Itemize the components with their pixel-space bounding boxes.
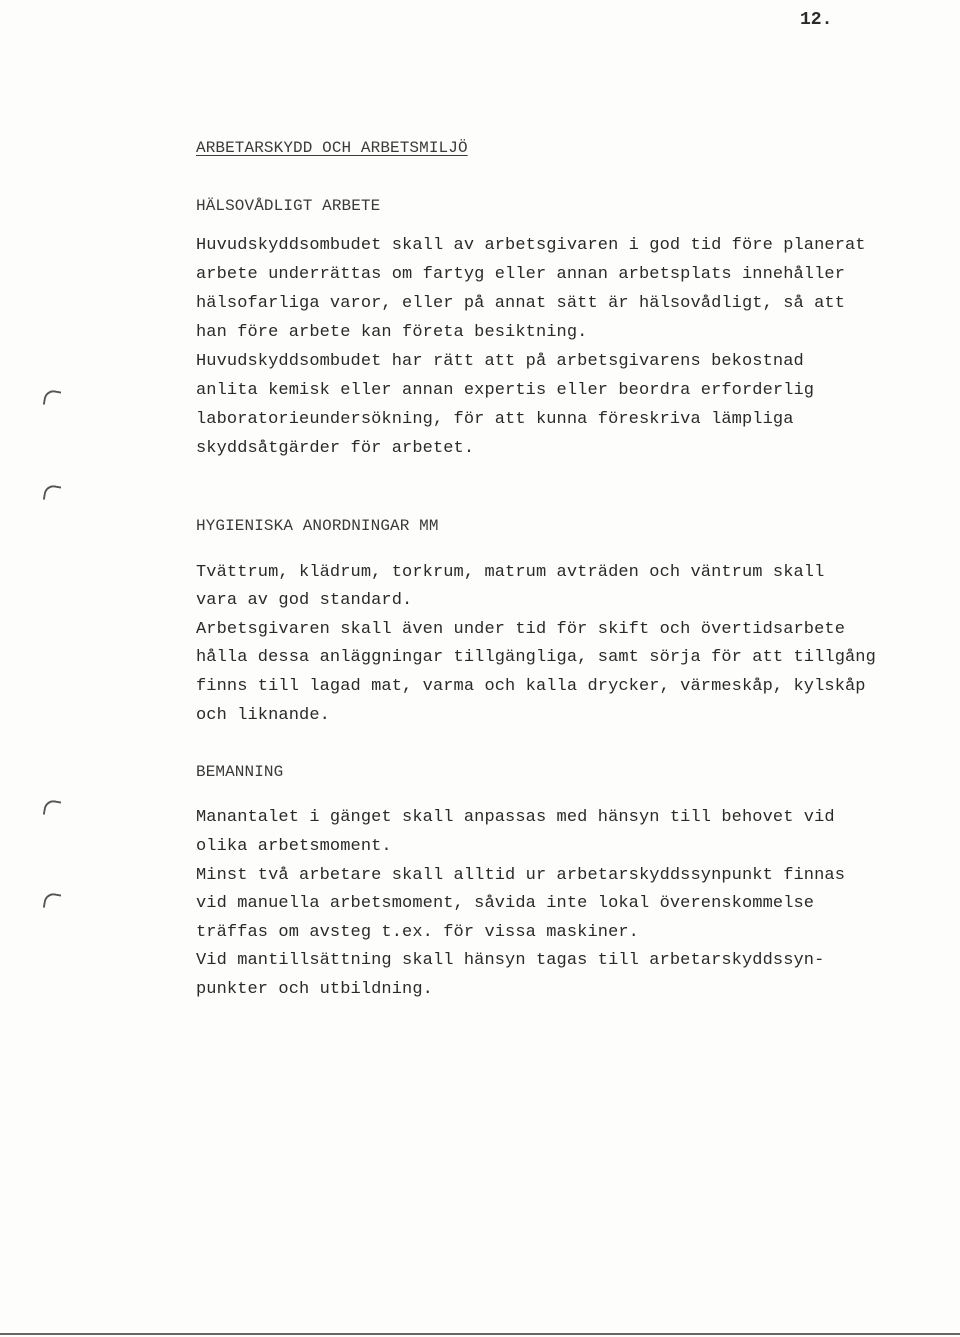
paragraph-line: laboratorieundersökning, för att kunna föreskriva lämpliga	[196, 410, 794, 429]
paragraph-line: skyddsåtgärder för arbetet.	[196, 439, 475, 458]
punch-hole-mark	[43, 484, 62, 503]
paragraph-line: olika arbetsmoment.	[196, 837, 392, 856]
section-heading: BEMANNING	[196, 763, 284, 781]
paragraph-line: Tvättrum, klädrum, torkrum, matrum avträden och väntrum skall	[196, 563, 825, 582]
paragraph-line: anlita kemisk eller annan expertis eller beordra erforderlig	[196, 381, 815, 400]
paragraph-line: hålla dessa anläggningar tillgängliga, samt sörja för att tillgång	[196, 648, 876, 667]
paragraph-line: Arbetsgivaren skall även under tid för skift och övertidsarbete	[196, 620, 846, 639]
page-edge	[0, 1333, 960, 1335]
paragraph-line: hälsofarliga varor, eller på annat sätt är hälsovådligt, så att	[196, 294, 846, 313]
paragraph-line: vara av god standard.	[196, 591, 413, 610]
punch-hole-mark	[43, 892, 62, 911]
paragraph-line: och liknande.	[196, 706, 330, 725]
punch-hole-mark	[43, 389, 62, 408]
punch-hole-mark	[43, 799, 62, 818]
page-number: 12.	[800, 10, 833, 30]
paragraph-line: Minst två arbetare skall alltid ur arbetarskyddssynpunkt finnas	[196, 866, 846, 885]
section-heading: HYGIENISKA ANORDNINGAR MM	[196, 517, 439, 535]
paragraph-line: finns till lagad mat, varma och kalla drycker, värmeskåp, kylskåp	[196, 677, 866, 696]
section-heading: HÄLSOVÅDLIGT ARBETE	[196, 197, 381, 215]
document-title: ARBETARSKYDD OCH ARBETSMILJÖ	[196, 139, 468, 157]
paragraph-line: träffas om avsteg t.ex. för vissa maskiner.	[196, 923, 639, 942]
paragraph-line: Vid mantillsättning skall hänsyn tagas till arbetarskyddssyn-	[196, 951, 825, 970]
paragraph-line: punkter och utbildning.	[196, 980, 433, 999]
paragraph-line: han före arbete kan företa besiktning.	[196, 323, 588, 342]
paragraph-line: arbete underrättas om fartyg eller annan arbetsplats innehåller	[196, 265, 846, 284]
paragraph-line: Huvudskyddsombudet har rätt att på arbetsgivarens bekostnad	[196, 352, 804, 371]
paragraph-line: Huvudskyddsombudet skall av arbetsgivaren i god tid före planerat	[196, 236, 866, 255]
paragraph-line: vid manuella arbetsmoment, såvida inte lokal överenskommelse	[196, 894, 815, 913]
paragraph-line: Manantalet i gänget skall anpassas med hänsyn till behovet vid	[196, 808, 835, 827]
